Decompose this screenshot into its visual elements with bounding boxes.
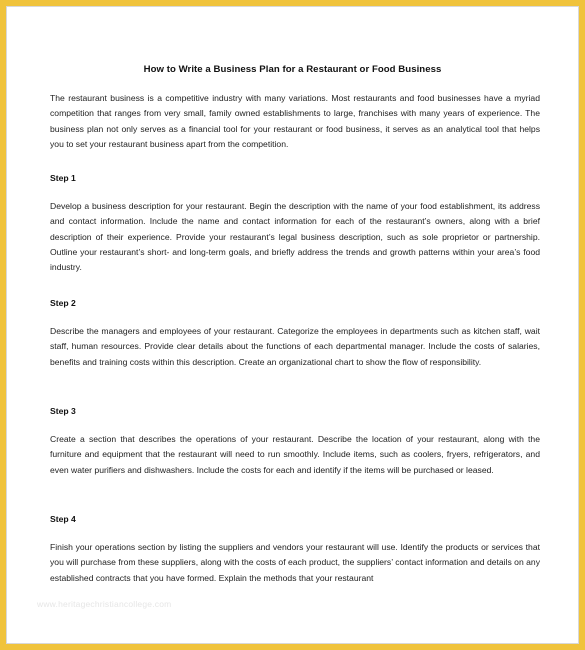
- document-page: [6, 6, 579, 644]
- step-4-heading: Step 4: [50, 514, 76, 524]
- step-1-paragraph: Develop a business description for your restaurant. Begin the description with the name of your food establishment, its address and contact information. Include the name and contact information for each of the restaurant’s owners, along with a brief description of their experience. Provide your restaurant’s legal business description, such as sole proprietor or partnership. Outline your restaurant’s short- and long-term goals, and briefly address the trends and growth patterns within your area’s food industry.: [50, 201, 540, 273]
- step-3-paragraph: Create a section that describes the operations of your restaurant. Describe the location of your restaurant, along with the furniture and equipment that the restaurant will need to run smoothly. Include items, such as coolers, fryers, refrigerators, and even water purifiers and dishwashers. Include the costs for each and identify if the items will be purchased or leased.: [50, 434, 540, 475]
- step-4-paragraph: Finish your operations section by listing the suppliers and vendors your restaurant will use. Identify the products or services that you will purchase from these suppliers, along with the costs of each product, the suppliers’ contact information and details on any established contracts that you have formed. Explain the methods that your restaurant: [50, 542, 540, 583]
- step-1-heading: Step 1: [50, 173, 76, 183]
- intro-paragraph: The restaurant business is a competitive industry with many variations. Most restaurants and food businesses have a myriad competition that ranges from very small, family owned establishments to large, franchises with many years of experience. The business plan not only serves as a financial tool for your restaurant or food business, it serves as an analytical tool that helps you to set your restaurant business apart from the competition.: [50, 93, 540, 149]
- watermark: www.heritagechristiancollege.com: [37, 599, 172, 609]
- step-2-paragraph: Describe the managers and employees of your restaurant. Categorize the employees in departments such as kitchen staff, wait staff, human resources. Provide clear details about the functions of each departmental manager. Include the costs of salaries, benefits and training costs within this description. Create an organizational chart to show the flow of responsibility.: [50, 326, 540, 367]
- step-2-heading: Step 2: [50, 298, 76, 308]
- document-title: How to Write a Business Plan for a Restaurant or Food Business: [143, 64, 442, 75]
- step-3-heading: Step 3: [50, 406, 76, 416]
